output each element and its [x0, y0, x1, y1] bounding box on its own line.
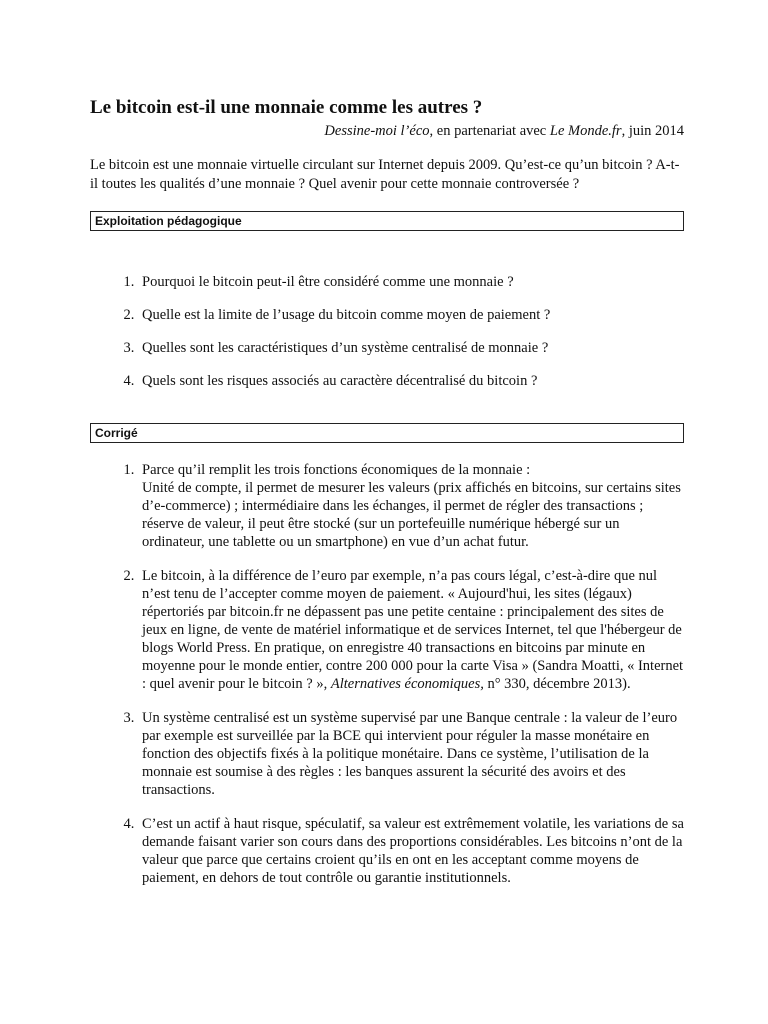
section-heading-exploitation: Exploitation pédagogique [90, 211, 684, 231]
answer-text: Le bitcoin, à la différence de l’euro par exemple, n’a pas cours légal, c’est-à-dire que nul n’est tenu de l’accepter comme moyen de paiement. « Aujourd'hui, les sites (légaux) répertoriés par bitcoin.fr ne dépassent pas une petite centaine : principalement des sites de jeux en ligne, de vente de matériel informatique et de services Internet, tel que l'hébergeur de blogs World Press. En pratique, on enregistre 40 transactions en bitcoins par minute en moyenne pour le monde entier, contre 200 000 pour la carte Visa » (Sandra Moatti, « Internet : quel avenir pour le bitcoin ? », [142, 568, 684, 692]
source-mid: , en partenariat avec [429, 123, 550, 139]
question-item: 2. Quelle est la limite de l’usage du bitcoin comme moyen de paiement ? [138, 306, 684, 324]
answer-journal: Alternatives économiques, [330, 676, 484, 692]
page-title: Le bitcoin est-il une monnaie comme les autres ? [90, 97, 483, 118]
section-heading-corrige: Corrigé [90, 423, 684, 443]
answer-heading: 1. Parce qu’il remplit les trois fonctions économiques de la monnaie : [142, 462, 531, 478]
source-date: , juin 2014 [621, 123, 684, 139]
answer-ref: n° 330, décembre 2013). [483, 676, 631, 692]
question-item: 4. Quels sont les risques associés au caractère décentralisé du bitcoin ? [138, 372, 684, 390]
answer-item [138, 567, 684, 693]
question-item: 3. Quelles sont les caractéristiques d’un système centralisé de monnaie ? [138, 339, 684, 357]
answer-item: 4. C’est un actif à haut risque, spéculatif, sa valeur est extrêmement volatile, les variations de sa demande faisant varier son cours dans des proportions considérables. Les bitcoins n’ont de la valeur que parce que certains croient qu’ils en ont en les acceptant comme moyens de paiement, en dehors de tout contrôle ou garantie institutionnels. [138, 815, 684, 887]
answer-body: Unité de compte, il permet de mesurer les valeurs (prix affichés en bitcoins, sur certains sites d’e-commerce) ; intermédiaire dans les échanges, il permet de régler des transactions ; réserve de valeur, il peut être stocké (sur un portefeuille numérique hébergé sur un ordinateur, une tablette ou un smartphone) en vue d’un achat futur. [142, 480, 681, 550]
answer-list [90, 461, 684, 887]
question-item: 1. Pourquoi le bitcoin peut-il être considéré comme une monnaie ? [138, 273, 684, 291]
source-line [90, 122, 684, 140]
document-page [90, 96, 684, 903]
answer-item: 3. Un système centralisé est un système supervisé par une Banque centrale : la valeur de l’euro par exemple est surveillée par la BCE qui intervient pour réguler la masse monétaire en fonction des objectifs fixés à la politique monétaire. Dans ce système, l’utilisation de la monnaie est soumise à des règles : les banques assurent la sécurité des avoirs et des transactions. [138, 709, 684, 799]
source-partner: Le Monde.fr [549, 123, 622, 139]
answer-item [138, 461, 684, 551]
source-publication: Dessine-moi l’éco [324, 123, 430, 139]
intro-paragraph: Le bitcoin est une monnaie virtuelle circulant sur Internet depuis 2009. Qu’est-ce qu’un bitcoin ? A-t-il toutes les qualités d’une monnaie ? Quel avenir pour cette monnaie controversée ? [90, 157, 680, 192]
question-list [90, 273, 684, 390]
